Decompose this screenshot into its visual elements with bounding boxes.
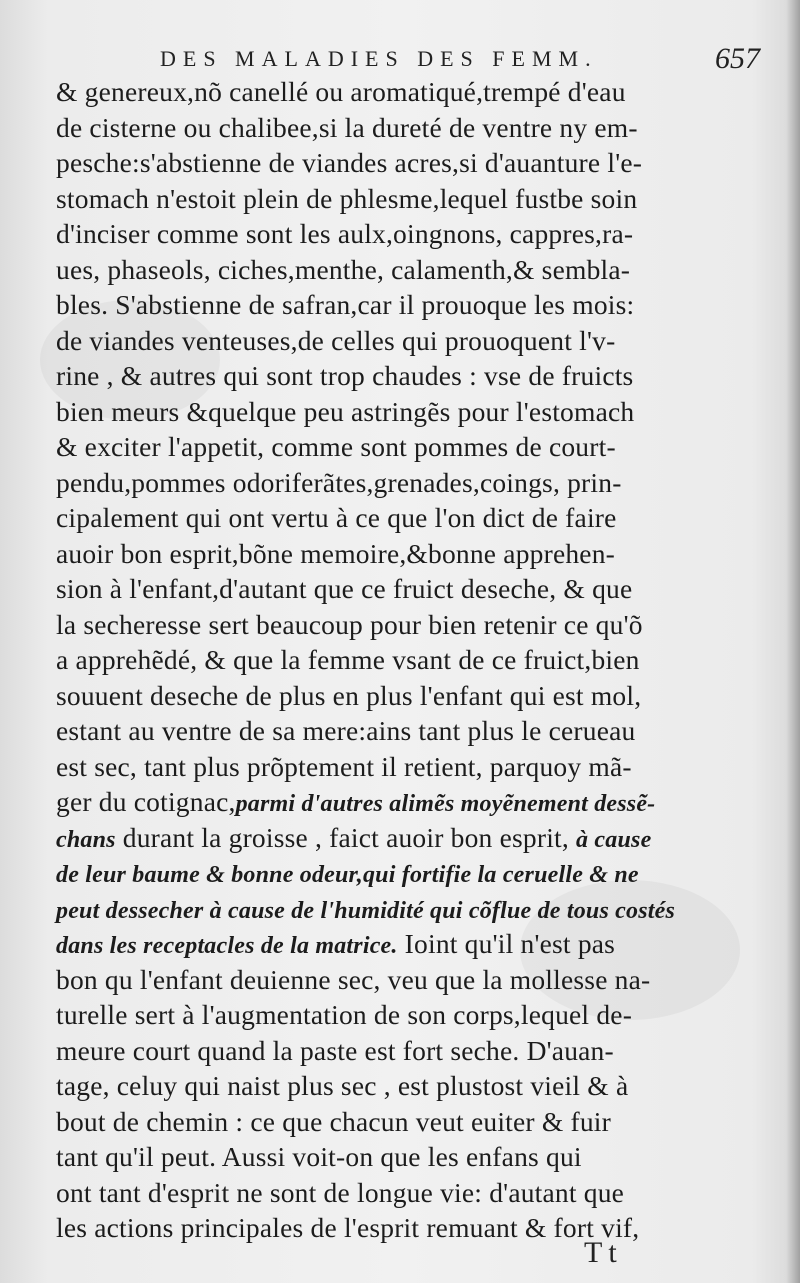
text-line — [56, 1104, 768, 1140]
text-line — [56, 536, 768, 572]
text-line — [56, 607, 768, 643]
text-line — [56, 1139, 768, 1175]
page-number: 657 — [715, 42, 760, 75]
text-segment: estant au ventre de sa mere:ains tant plus le cerueau — [56, 715, 636, 746]
text-segment: auoir bon esprit,bõne memoire,&bonne apprehen- — [56, 537, 616, 569]
italic-text-segment: dans les receptacles de la matrice. — [56, 933, 398, 959]
text-line — [56, 713, 768, 749]
text-line — [56, 962, 768, 998]
text-line — [56, 820, 768, 856]
italic-text-segment: peut dessecher à cause de l'humidité qui cõflue de tous costés — [56, 897, 676, 924]
text-segment: ues, phaseols, ciches,menthe, calamenth,& sembla- — [56, 253, 631, 285]
text-line — [56, 1033, 768, 1069]
text-segment: cipalement qui ont vertu à ce que l'on dict de faire — [56, 502, 617, 533]
text-segment: rine , & autres qui sont trop chaudes : vse de fruicts — [56, 360, 634, 391]
text-segment: de cisterne ou chalibee,si la dureté de ventre ny em- — [56, 111, 638, 143]
running-head: DES MALADIES DES FEMM. — [160, 46, 598, 71]
text-line — [56, 358, 768, 394]
text-segment: stomach n'estoit plein de phlesme,lequel fustbe soin — [56, 182, 638, 214]
text-segment: d'inciser comme sont les aulx,oingnons, cappres,ra- — [56, 218, 634, 249]
text-segment: souuent deseche de plus en plus l'enfant qui est mol, — [56, 679, 642, 711]
text-line — [56, 287, 768, 323]
text-segment: & genereux,nõ canellé ou aromatiqué,trempé d'eau — [56, 76, 626, 107]
page-edge-shadow — [786, 0, 800, 1283]
text-segment: de viandes venteuses,de celles qui prouoquent l'v- — [56, 324, 616, 356]
text-segment: Ioint qu'il n'est pas — [397, 928, 616, 959]
italic-text-segment: chans — [56, 826, 116, 853]
text-line — [56, 1210, 768, 1246]
text-line — [56, 891, 768, 927]
text-line — [56, 749, 768, 785]
text-line — [56, 216, 768, 252]
text-line — [56, 323, 768, 359]
text-segment: ger du cotignac, — [56, 786, 236, 817]
body-text — [56, 74, 768, 1246]
text-segment: tage, celuy qui naist plus sec , est plustost vieil & à — [56, 1070, 629, 1101]
text-segment: sion à l'enfant,d'autant que ce fruict deseche, & que — [56, 573, 633, 604]
text-segment: meure court quand la paste est fort seche. D'auan- — [56, 1034, 614, 1066]
text-segment: pesche:s'abstienne de viandes acres,si d'auanture l'e- — [56, 147, 643, 178]
italic-text-segment: parmi d'autres alimẽs moyẽnement dessẽ- — [235, 791, 656, 817]
text-segment: est sec, tant plus prõptement il retient, parquoy mã- — [56, 750, 632, 782]
italic-text-segment: à cause — [576, 826, 652, 853]
text-line — [56, 1068, 768, 1104]
text-segment: la secheresse sert beaucoup pour bien retenir ce qu'õ — [56, 608, 643, 640]
text-line — [56, 429, 768, 465]
text-line — [56, 394, 768, 430]
text-segment: durant la groisse , faict auoir bon esprit, — [115, 821, 577, 853]
italic-text-segment: de leur baume & bonne odeur,qui fortifie la ceruelle & ne — [56, 862, 639, 888]
text-segment: bles. S'abstienne de safran,car il prouoque les mois: — [56, 289, 635, 320]
text-line — [56, 855, 768, 891]
text-line — [56, 145, 768, 181]
text-line — [56, 997, 768, 1033]
text-line — [56, 181, 768, 217]
text-segment: ont tant d'esprit ne sont de longue vie: d'autant que — [56, 1176, 625, 1208]
text-segment: bout de chemin : ce que chacun veut euiter & fuir — [56, 1105, 612, 1137]
text-line — [56, 110, 768, 146]
text-line — [56, 465, 768, 501]
text-line — [56, 784, 768, 820]
text-line — [56, 500, 768, 536]
text-line — [56, 926, 768, 962]
text-line — [56, 252, 768, 288]
text-line — [56, 642, 768, 678]
text-segment: turelle sert à l'augmentation de son corps,lequel de- — [56, 999, 633, 1030]
text-line — [56, 1175, 768, 1211]
text-segment: tant qu'il peut. Aussi voit-on que les enfans qui — [56, 1141, 582, 1172]
text-segment: & exciter l'appetit, comme sont pommes de court- — [56, 431, 616, 462]
text-segment: pendu,pommes odoriferãtes,grenades,coings, prin- — [56, 466, 622, 498]
text-line — [56, 74, 768, 110]
text-line — [56, 678, 768, 714]
text-segment: a apprehẽdé, & que la femme vsant de ce fruict,bien — [56, 644, 640, 675]
text-segment: les actions principales de l'esprit remuant & fort vif, — [56, 1212, 640, 1243]
text-segment: bon qu l'enfant deuienne sec, veu que la mollesse na- — [56, 963, 651, 995]
text-segment: bien meurs &quelque peu astringẽs pour l'estomach — [56, 395, 635, 427]
signature-mark: Tt — [584, 1236, 623, 1269]
text-line — [56, 571, 768, 607]
